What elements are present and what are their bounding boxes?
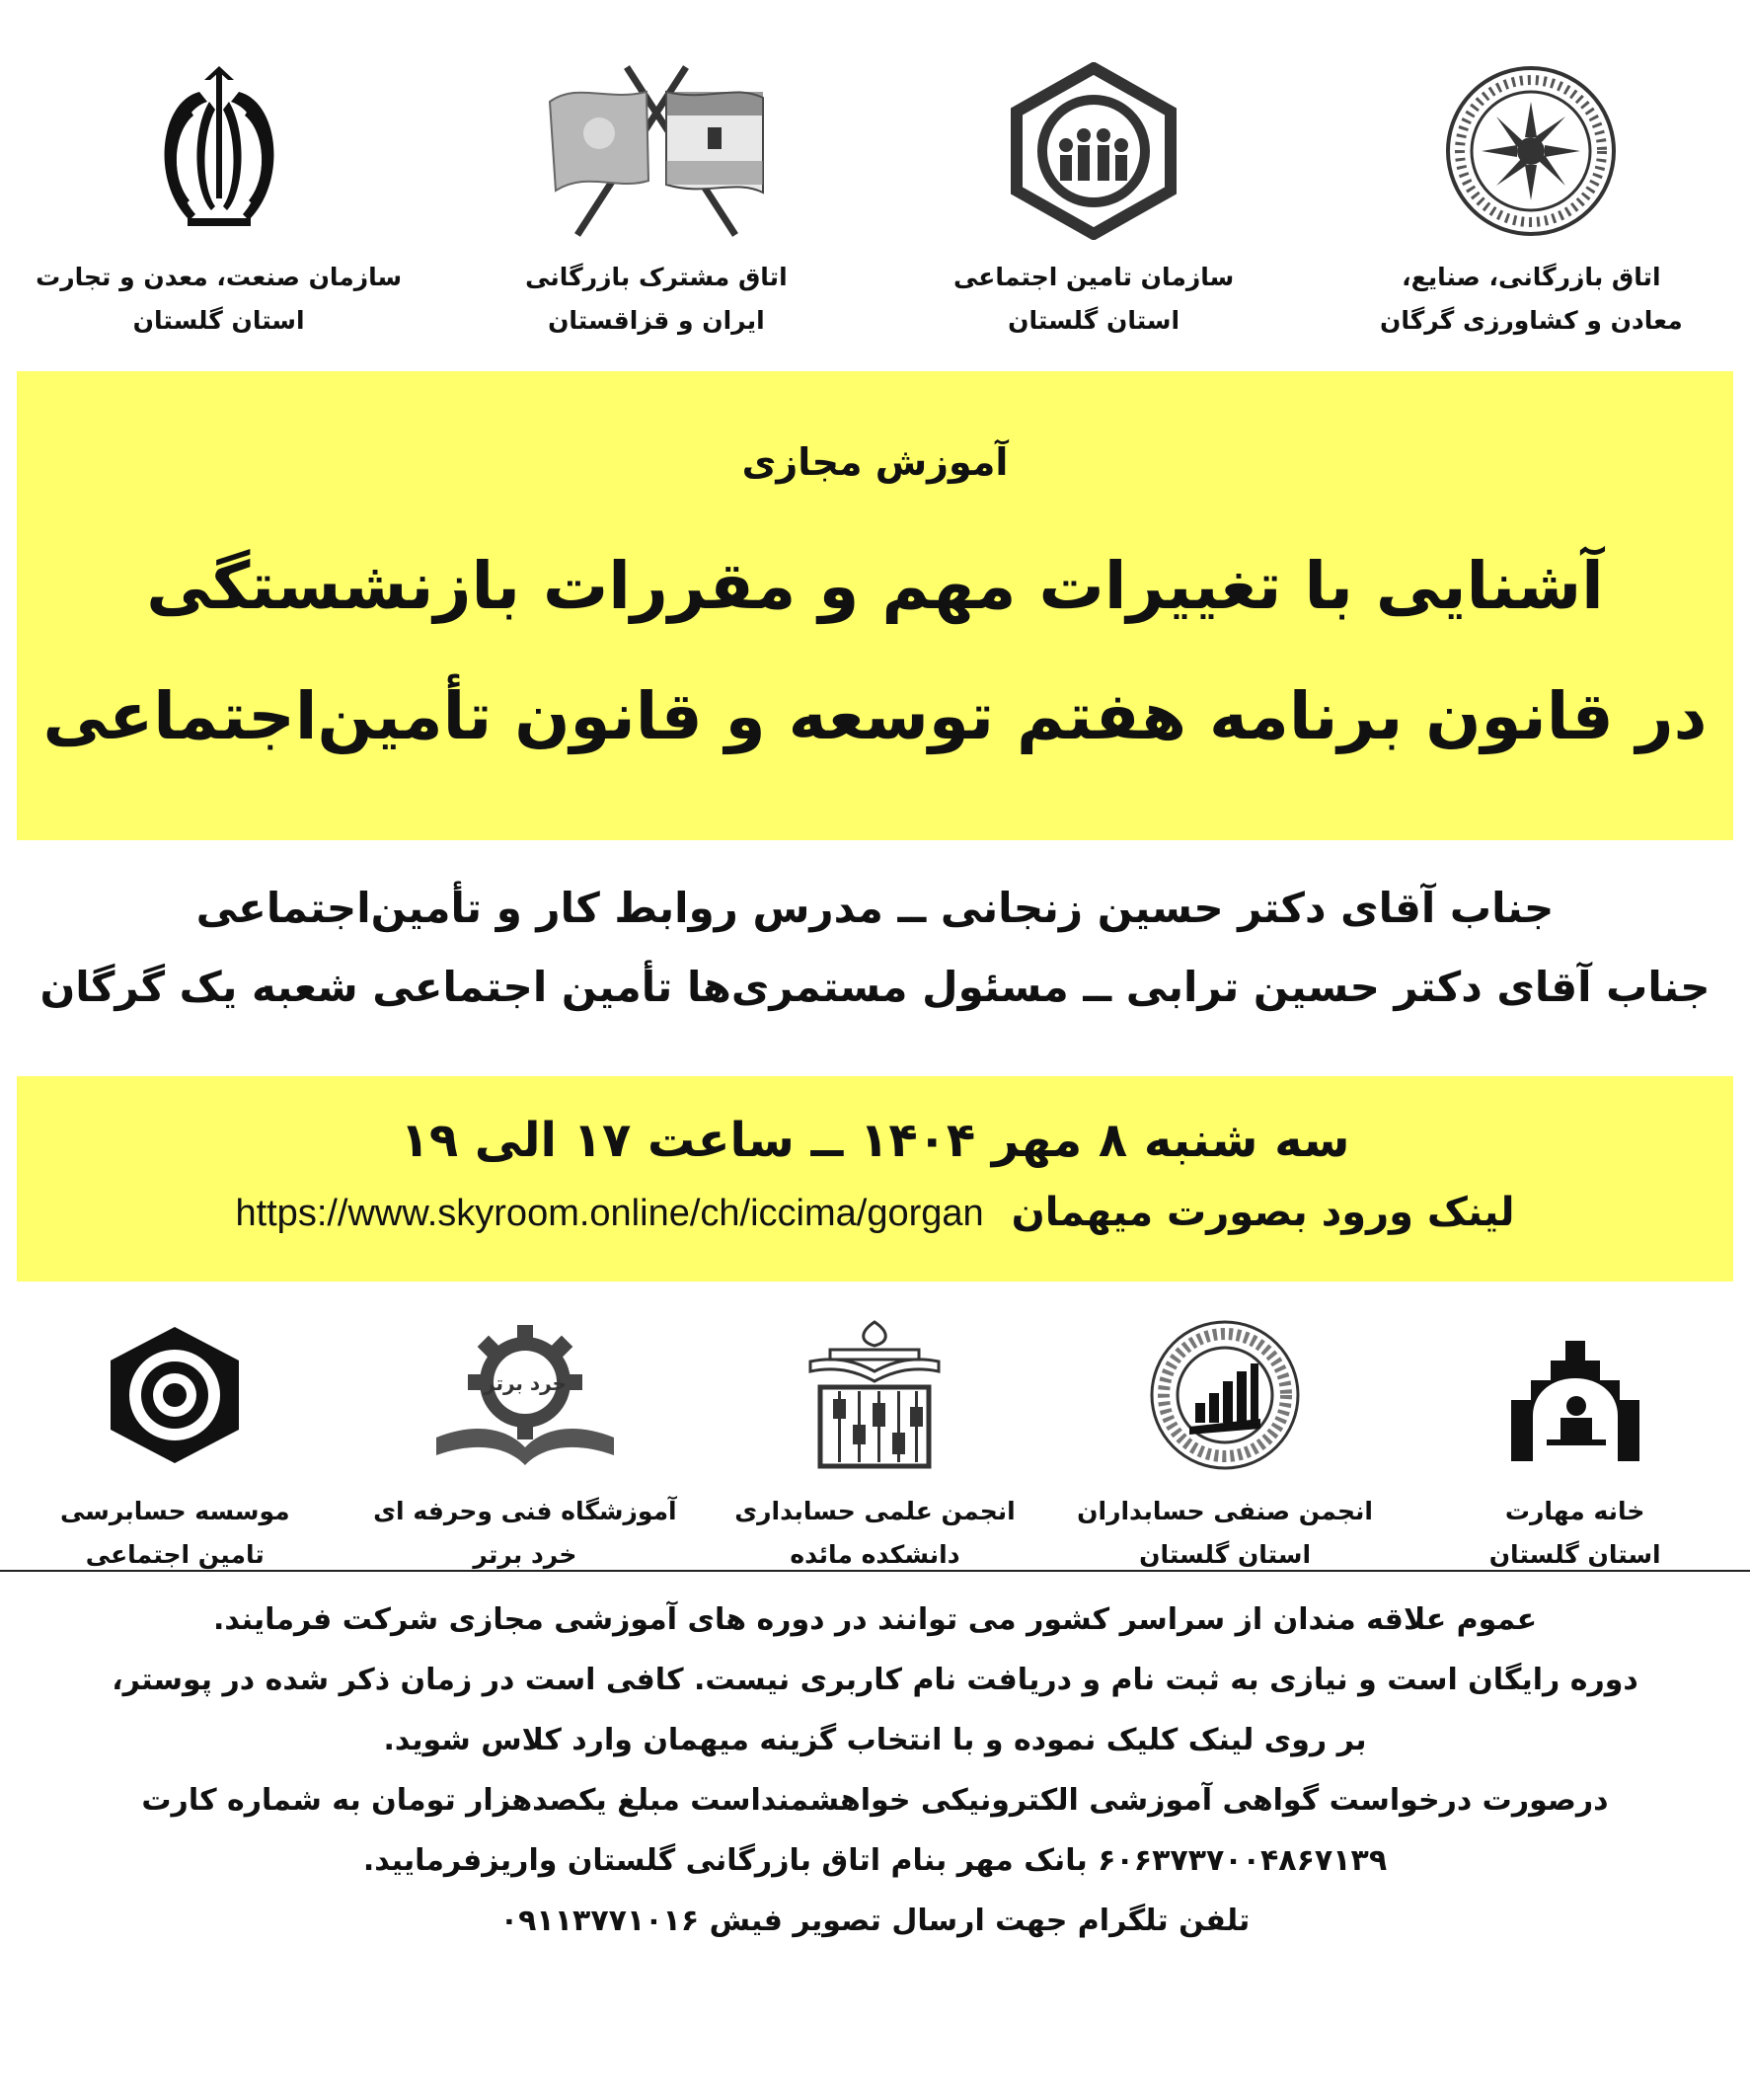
logo-social-security — [916, 59, 1271, 343]
audit-institute-icon — [56, 1313, 293, 1476]
info-line-6: تلفن تلگرام جهت ارسال تصویر فیش ۰۹۱۱۳۷۷۱۰۱۶ — [499, 1904, 1251, 1938]
logo-iran-kazakh-chamber — [479, 59, 834, 343]
footer-logos — [0, 1313, 1750, 1577]
logo-accountants-guild — [1050, 1313, 1401, 1577]
guest-link-label: لینک ورود بصورت میهمان — [1011, 1190, 1515, 1235]
info-line-4: درصورت درخواست گواهی آموزشی الکترونیکی خواهشمنداست مبلغ یکصدهزار تومان به شماره کارت — [141, 1783, 1609, 1818]
speaker-2: جناب آقای دکتر حسین ترابی ــ مسئول مستمری‌ها تأمین اجتماعی شعبه یک گرگان — [39, 963, 1711, 1011]
schedule-banner — [17, 1076, 1733, 1282]
logo-caption-line1: انجمن علمی حسابداری — [734, 1497, 1016, 1525]
guild-seal-icon — [1106, 1313, 1343, 1476]
logo-caption-line1: اتاق مشترک بازرگانی — [525, 263, 788, 291]
header-logos — [0, 59, 1750, 343]
info-line-1: عموم علاقه مندان از سراسر کشور می توانند در دوره های آموزشی مجازی شرکت فرمایند. — [212, 1602, 1538, 1637]
kherad-bartar-logo-text: خرد برتر — [483, 1370, 567, 1395]
guest-link-url[interactable]: https://www.skyroom.online/ch/iccima/gorgan — [235, 1193, 984, 1234]
logo-caption-line1: آموزشگاه فنی وحرفه ای — [373, 1497, 677, 1525]
speaker-1: جناب آقای دکتر حسین زنجانی ــ مدرس روابط کار و تأمین‌اجتماعی — [195, 884, 1555, 932]
section-divider — [0, 1570, 1750, 1572]
logo-gorgan-chamber — [1353, 59, 1709, 343]
logo-caption-line2: استان گلستان — [1008, 306, 1180, 335]
logo-caption-line1: سازمان صنعت، معدن و تجارت — [36, 263, 403, 291]
logo-caption-line1: انجمن صنفی حسابداران — [1077, 1497, 1373, 1525]
title-banner — [17, 371, 1733, 840]
logo-iran-industry — [36, 59, 403, 343]
event-subtitle: آموزش مجازی — [741, 440, 1009, 484]
logo-caption-line2: تامین اجتماعی — [85, 1540, 265, 1569]
logo-caption-line1: خانه مهارت — [1504, 1497, 1645, 1525]
logo-audit-institute — [0, 1313, 350, 1577]
guest-link-row — [17, 1190, 1733, 1235]
logo-caption-line2: معادن و کشاورزی گرگان — [1379, 306, 1683, 335]
logo-caption-line2: دانشکده مائده — [790, 1540, 960, 1569]
info-line-5: ۶۰۶۳۷۳۷۰۰۴۸۶۷۱۳۹ بانک مهر بنام اتاق بازرگانی گلستان واریزفرمایید. — [362, 1843, 1388, 1878]
logo-skills-house — [1400, 1313, 1750, 1577]
logo-caption-line1: موسسه حسابرسی — [59, 1497, 290, 1525]
logo-caption-line2: استان گلستان — [1139, 1540, 1312, 1569]
logo-accounting-association — [700, 1313, 1050, 1577]
info-text — [59, 1590, 1691, 1951]
logo-caption-line2: ایران و قزاقستان — [548, 306, 765, 335]
info-line-3: بر روی لینک کلیک نموده و با انتخاب گزینه میهمان وارد کلاس شوید. — [383, 1723, 1367, 1757]
event-title-line2: در قانون برنامه هفتم توسعه و قانون تأمین‌اجتماعی — [42, 678, 1708, 754]
crossed-flags-icon — [538, 59, 775, 242]
abacus-icon — [756, 1313, 993, 1476]
logo-kherad-bartar — [350, 1313, 701, 1577]
chamber-seal-icon — [1412, 59, 1649, 242]
logo-caption-line2: استان گلستان — [1488, 1540, 1661, 1569]
event-date-time: سه شنبه ۸ مهر ۱۴۰۴ ــ ساعت ۱۷ الی ۱۹ — [400, 1113, 1350, 1168]
logo-caption-line2: استان گلستان — [132, 306, 305, 335]
social-security-icon — [975, 59, 1212, 242]
skills-gear-icon — [1457, 1313, 1694, 1476]
logo-caption-line1: سازمان تامین اجتماعی — [953, 263, 1235, 291]
info-line-2: دوره رایگان است و نیازی به ثبت نام و دریافت نام کاربری نیست. کافی است در زمان ذکر شده در پوستر، — [112, 1663, 1638, 1697]
iran-emblem-icon — [101, 59, 338, 242]
logo-caption-line1: اتاق بازرگانی، صنایع، — [1402, 263, 1661, 291]
gear-book-icon — [407, 1313, 644, 1476]
logo-caption-line2: خرد برتر — [473, 1540, 577, 1569]
event-title-line1: آشنایی با تغییرات مهم و مقررات بازنشستگی — [146, 548, 1604, 624]
